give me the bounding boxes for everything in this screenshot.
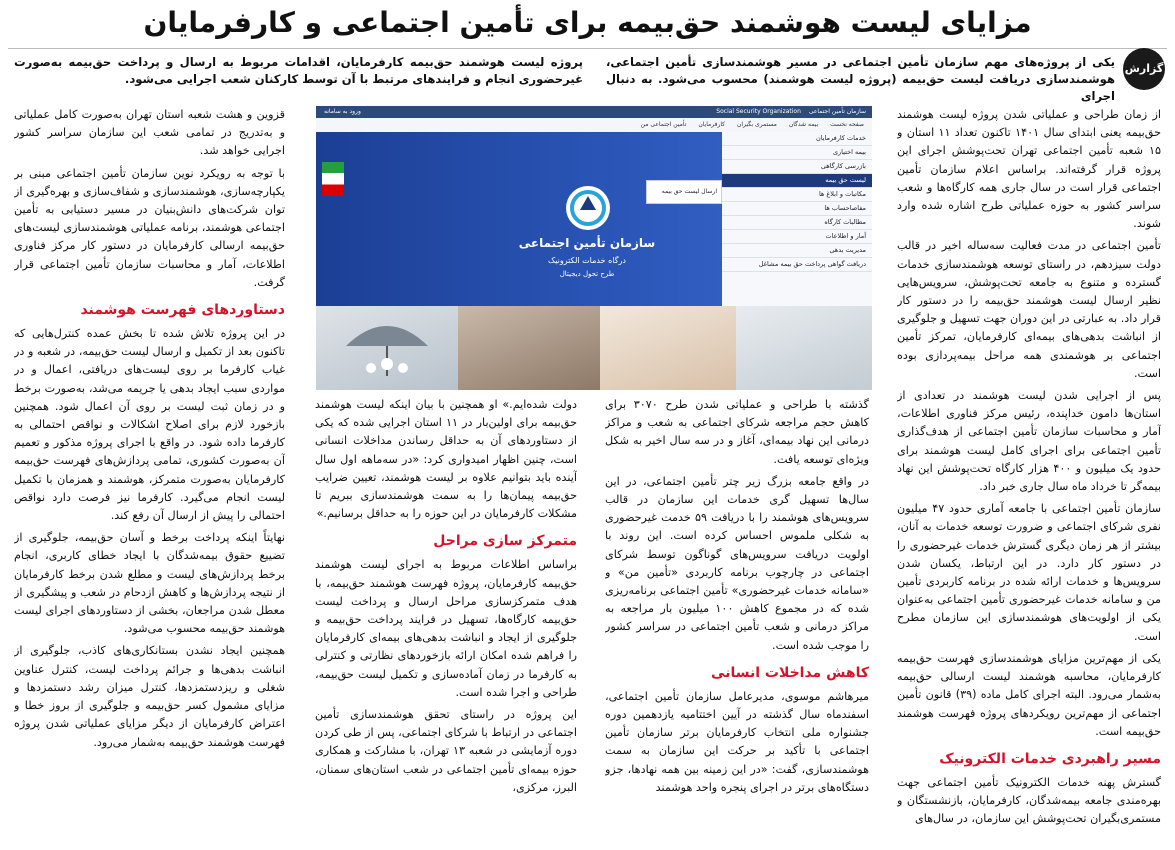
- lead-right: یکی از پروژه‌های مهم سازمان تأمین اجتماعی در مسیر هوشمندسازی تأمین اجتماعی، هوشمندسازی دریافت لیست حق‌بیمه (پروژه لیست هوشمند) محسوب می‌شود. به دنبال اجرای: [606, 55, 1115, 103]
- site-nav-item: تأمین اجتماعی من: [640, 121, 687, 128]
- site-nav-item: کارفرمایان: [698, 121, 726, 128]
- column-4: [14, 106, 285, 848]
- column-2: [605, 396, 869, 848]
- col4-paragraph: همچنین ایجاد نشدن بستانکاری‌های کاذب، جلوگیری از انباشت بدهی‌ها و جرائم پرداخت لیست، کنترل عناوین شغلی و ریزدستمزدها، کنترل میزان رشد دستمزدها و مزایای مشمول کسر حق‌بیمه و جلوگیری از بروز خطا و اعتراض کارفرمایان از دیگر مزایای عملیاتی شدن پروژه فهرست هوشمند حق‌بیمه به‌شمار می‌رود.: [14, 644, 285, 749]
- website-screenshot: [316, 106, 872, 306]
- subheading: کاهش مداخلات انسانی: [711, 664, 869, 681]
- site-nav: [316, 118, 872, 133]
- col2-paragraph: میرهاشم موسوی، مدیرعامل سازمان تأمین اجتماعی، اسفندماه سال گذشته در آیین اختتامیه یازدهمین دوره جشنواره ملی انتخاب کارفرمایان برتر سازمان تأمین اجتماعی با تأکید بر حرکت این سازمان به سمت هوشمندسازی، گفت: «در این زمینه بین همه نهادها، جزو دستگاه‌های برتر در اجرای پنجره واحد هوشمند: [605, 689, 869, 794]
- site-login-link: ورود به سامانه: [324, 108, 361, 115]
- col1-paragraph: سازمان تأمین اجتماعی با جامعه آماری حدود ۴۷ میلیون نفری شرکای اجتماعی و ضرورت توسعه خدمات به آنان، بیشتر از هر زمان دیگری گسترش خدمات غیرحضوری را در دستور کار دارد. در این ارتباط، یکسان شدن سرویس‌ها و خدمات ارائه شده در برنامه کاربردی تأمین من و سامانه خدمات غیرحضوری تأمین اجتماعی به‌عنوان یکی از اولویت‌های هوشمندسازی این سازمان مطرح است.: [897, 502, 1161, 643]
- site-nav-item: صفحه نخست: [830, 121, 864, 128]
- col1-paragraph: از زمان طراحی و عملیاتی شدن پروژه لیست هوشمند حق‌بیمه یعنی ابتدای سال ۱۴۰۱ تاکنون تعداد ۱۱ استان و ۱۵ شعبه تأمین اجتماعی تهران تحت‌پوشش اجرای این پروژه قرار گرفته‌اند. براساس اعلام سازمان تأمین اجتماعی قرار است در سال جاری همه کارگاه‌ها و شعب سراسر کشور به حوزه عملیاتی طرح اشاره شده وارد شوند.: [897, 108, 1161, 231]
- col4-paragraph: قزوین و هشت شعبه استان تهران به‌صورت کامل عملیاتی و به‌تدریج در تمامی شعب این سازمان سراسر کشور اجرایی خواهد شد.: [14, 108, 285, 158]
- col1-paragraph: پس از اجرایی شدن لیست هوشمند در تعدادی از استان‌ها دامون خداپنده، رئیس مرکز فناوری اطلاعات، آمار و محاسبات سازمان تأمین اجتماعی از هدف‌گذاری تأمین اجتماعی برای اجرای کامل لیست هوشمند برای حدود یک میلیون و ۴۰۰ هزار کارگاه تحت‌پوشش این نهاد بیمه‌گر تا خرداد ماه سال جاری خبر داد.: [897, 389, 1161, 494]
- article-photo: [316, 106, 872, 390]
- header-divider: [8, 48, 1167, 49]
- site-menu-item: دریافت گواهی پرداخت حق بیمه مشاغل: [722, 258, 872, 272]
- col3-paragraph: براساس اطلاعات مربوط به اجرای لیست هوشمند حق‌بیمه کارفرمایان، پروژه فهرست هوشمند حق‌بیمه، با هدف متمرکزسازی مراحل ارسال و پرداخت لیست حق‌بیمه کارگاه‌ها، تسهیل در فرایند پرداخت حق‌بیمه و جلوگیری از ایجاد و انباشت بدهی‌های بیمه‌ای کارفرمایان را فراهم شده امکان ارائه بازخوردهای نظارتی و کنترلی به کارفرما در زمان آماده‌سازی و تکمیل لیست حق‌بیمه، طراحی و اجرا شده است.: [315, 558, 577, 699]
- site-subtitle: درگاه خدمات الکترونیک: [548, 256, 626, 265]
- col4-paragraph: در این پروژه تلاش شده تا بخش عمده کنترل‌هایی که تاکنون بعد از تکمیل و ارسال لیست حق‌بیمه، در شعبه و در غیاب کارفرما بر روی لیست‌های دریافتی، اعمال و در مواردی سبب ایجاد بدهی یا جریمه می‌شد، به‌صورت برخط و در زمان ثبت لیست بر روی آن اعمال شود. همچنین بازخورد لازم برای اصلاح اشکالات و نواقص احتمالی به کارفرما داده شود. در واقع با اجرای پروژه مذکور و تعمیم آن به‌صورت کشوری، تمامی پردازش‌های فهرست حق‌بیمه کارفرمایان به‌صورت متمرکز، هوشمند و همزمان با تکمیل لیست انجام می‌گیرد. کارفرما نیز فرصت دارد نواقص احتمالی را پیش از ارسال آن رفع کند.: [14, 327, 285, 523]
- headline: مزایای لیست هوشمند حق‌بیمه برای تأمین اجتماعی و کارفرمایان: [143, 6, 1032, 39]
- site-tagline: طرح تحول دیجیتال: [559, 270, 615, 278]
- site-topbar: [316, 106, 872, 118]
- col1-paragraph: تأمین اجتماعی در مدت فعالیت سه‌ساله اخیر در قالب دولت سیزدهم، در راستای توسعه هوشمندسازی خدمات گسترده و متنوع به جامعه تحت‌پوشش، سرویس‌هایی نظیر ارسال لیست هوشمند حق‌بیمه را در دستور کار قرار داد. به عبارتی در این دوران جهت تسهیل و جلوگیری از انباشت بدهی‌های بیمه‌ای کارفرمایان، تمرکز تأمین اجتماعی بر هوشمندی همه مراحل بیمه‌پردازی بوده است.: [897, 239, 1161, 380]
- subheading: مسیر راهبردی خدمات الکترونیک: [939, 750, 1161, 767]
- site-nav-item: مستمری بگیران: [736, 121, 777, 128]
- site-nav-item: بیمه شدگان: [788, 121, 819, 128]
- col2-paragraph: در واقع جامعه بزرگ زیر چتر تأمین اجتماعی، در این سال‌ها تسهیل گری خدمات این سازمان در قالب سرویس‌های هوشمند را با دریافت ۵۹ خدمت غیرحضوری به شکلی ملموس احساس کرده است. این روند با اولویت دریافت سرویس‌های گوناگون توسط شرکای اجتماعی در چارچوب برنامه کاربردی «تأمین من» و «سامانه خدمات غیرحضوری» تأمین اجتماعی برنامه‌ریزی شده که در مجموع کاهش ۱۰۰ میلیون بار مراجعه به مراکز درمانی و شعب تأمین اجتماعی در سراسر کشور را موجب شده است.: [605, 474, 869, 652]
- care-image: [600, 306, 736, 390]
- lead-left: پروژه لیست هوشمند حق‌بیمه کارفرمایان، اقدامات مربوط به ارسال و پرداخت حق‌بیمه به‌صورت غیرحضوری انجام و فرایندهای مرتبط با آن توسط کارکنان شعب اجرایی می‌شود.: [14, 55, 583, 86]
- site-menu-item: بیمه اختیاری: [722, 146, 872, 160]
- site-menu-item: آمار و اطلاعات: [722, 230, 872, 244]
- col1-paragraph: یکی از مهم‌ترین مزایای هوشمندسازی فهرست حق‌بیمه کارفرمایان، محاسبه هوشمند لیست ارسالی حق‌بیمه به‌شمار می‌رود. البته اجرای کامل ماده (۳۹) قانون تأمین اجتماعی از مهم‌ترین رویکردهای پروژه فهرست هوشمند حق‌بیمه است.: [897, 651, 1161, 738]
- umbrella-icon: [316, 306, 458, 390]
- org-logo-icon: [566, 186, 610, 230]
- subheading: متمرکز سازی مراحل: [433, 533, 577, 550]
- column-3: [315, 396, 577, 848]
- col4-paragraph: نهایتاً اینکه پرداخت برخط و آسان حق‌بیمه، جلوگیری از تضییع حقوق بیمه‌شدگان با ایجاد خطای کاربری، انجام برخط پردازش‌های لیست و مطلع شدن برخط کارفرمایان از نتیجه پردازش‌ها و کاهش ازدحام در شعب و پیشگیری از معطل شدن مراجعان، بخشی از دستاوردهای اجرای لیست هوشمند حق‌بیمه محسوب می‌شود.: [14, 531, 285, 636]
- flag-icon: [322, 162, 344, 196]
- column-1: [897, 106, 1161, 848]
- plant-image: [736, 306, 872, 390]
- col4-paragraph: با توجه به رویکرد نوین سازمان تأمین اجتماعی مبنی بر یکپارچه‌سازی، هوشمندسازی و شفاف‌سازی و بهره‌گیری از توان شرکت‌های دانش‌بنیان در مسیر دستیابی به تأمین اجتماعی هوشمند، برنامه عملیاتی هوشمندسازی لیست‌های حق‌بیمه ارسالی کارفرمایان در دستور کار مرکز فناوری اطلاعات، آمار و محاسبات سازمان تأمین اجتماعی قرار گرفت.: [14, 166, 285, 289]
- logo-icon: [566, 186, 610, 230]
- site-menu-item: مکاتبات و ابلاغ ها: [722, 188, 872, 202]
- section-badge: گزارش: [1123, 48, 1165, 90]
- site-submenu: ارسال لیست حق بیمه: [646, 180, 722, 204]
- site-menu-item: مطالبات کارگاه: [722, 216, 872, 230]
- col2-paragraph: گذشته با طراحی و عملیاتی شدن طرح ۳۰۷۰ برای کاهش حجم مراجعه شرکای اجتماعی به شعب و مراکز درمانی این نهاد بیمه‌ای، آغاز و در سه سال اخیر به شکل ویژه‌ای توسعه یافت.: [605, 398, 869, 466]
- hands-image: [458, 306, 600, 390]
- site-menu-item: مدیریت بدهی: [722, 244, 872, 258]
- site-title: سازمان تأمین اجتماعی: [518, 236, 656, 250]
- site-org-name: سازمان تأمین اجتماعی: [808, 108, 866, 115]
- umbrella-family-image: [316, 306, 458, 390]
- subheading: دستاوردهای فهرست هوشمند: [80, 302, 285, 319]
- site-menu-item: بازرسی کارگاهی: [722, 160, 872, 174]
- col3-paragraph: این پروژه در راستای تحقق هوشمندسازی تأمین اجتماعی در ارتباط با شرکای اجتماعی، پس از طی کردن دوره آزمایشی در شعبه ۱۳ تهران، با مشارکت و همکاری حوزه بیمه‌ای تأمین اجتماعی در شعب استان‌های سمنان، البرز، مرکزی،: [315, 708, 577, 794]
- col3-paragraph: دولت شده‌ایم.» او همچنین با بیان اینکه لیست هوشمند حق‌بیمه برای اولین‌بار در ۱۱ استان اجرایی شده که یکی از دستاوردهای آن به حداقل رساندن مداخلات انسانی است، چنین اظهار امیدواری کرد: «در سه‌ماهه اول سال آینده باید بتوانیم علاوه بر لیست هوشمند، تعیین ضرایب حق‌بیمه پیمان‌ها را به سمت هوشمندسازی ببریم تا مشکلات کارفرمایان در این حوزه را به حداقل برسانیم.»: [315, 398, 577, 521]
- site-menu-item-active: لیست حق بیمه: [722, 174, 872, 188]
- site-side-menu: [722, 132, 872, 306]
- site-org-name-en: Social Security Organization: [716, 108, 801, 115]
- site-menu-item: خدمات کارفرمایان: [722, 132, 872, 146]
- site-menu-item: مفاصاحساب ها: [722, 202, 872, 216]
- col1-paragraph: گسترش پهنه خدمات الکترونیک تأمین اجتماعی جهت بهره‌مندی جامعه بیمه‌شدگان، کارفرمایان، بازنشستگان و مستمری‌بگیران تحت‌پوشش این سازمان، در سال‌های: [897, 775, 1161, 826]
